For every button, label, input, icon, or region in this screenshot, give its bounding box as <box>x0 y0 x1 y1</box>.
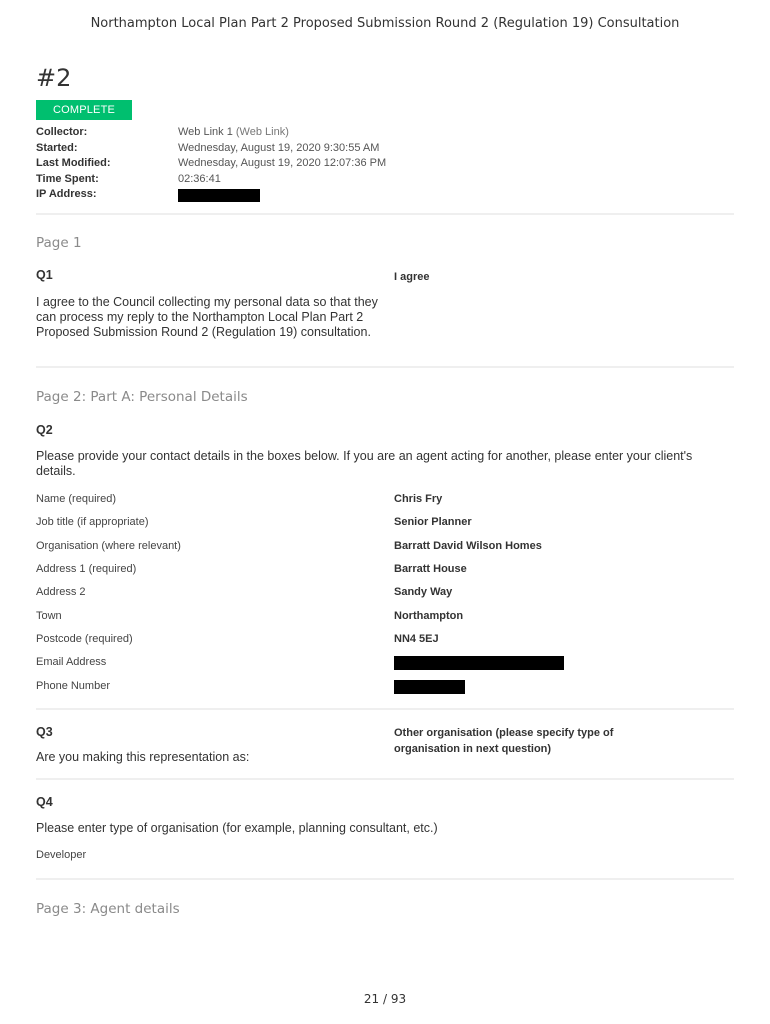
field-value: Northampton <box>394 610 464 622</box>
field-value: Barratt House <box>394 563 467 575</box>
divider <box>36 213 734 215</box>
q1-label: Q1 <box>36 268 53 282</box>
field-label: Phone Number <box>36 680 110 692</box>
field-value: Barratt David Wilson Homes <box>394 540 542 552</box>
page-2-heading: Page 2: Part A: Personal Details <box>36 389 248 405</box>
page-number: 21 / 93 <box>363 992 407 1006</box>
q3-label: Q3 <box>36 725 53 739</box>
divider <box>36 878 734 880</box>
q1-answer: I agree <box>394 271 430 283</box>
field-label: Address 2 <box>36 586 86 598</box>
ip-label: IP Address: <box>36 188 97 200</box>
field-value: NN4 5EJ <box>394 633 439 645</box>
started-label: Started: <box>36 141 78 154</box>
field-label: Job title (if appropriate) <box>36 516 149 528</box>
field-organisation <box>36 540 734 558</box>
time-spent-value: 02:36:41 <box>178 172 221 185</box>
field-value: Chris Fry <box>394 493 443 505</box>
started-value: Wednesday, August 19, 2020 9:30:55 AM <box>178 141 380 154</box>
page-3-heading: Page 3: Agent details <box>36 901 180 917</box>
q2-text: Please provide your contact details in the boxes below. If you are an agent acting for another, please enter your client's details. <box>36 449 693 478</box>
collector-name: Web Link 1 <box>178 126 233 138</box>
email-redaction <box>394 656 564 670</box>
ip-row <box>36 187 386 208</box>
ip-redaction <box>178 189 260 202</box>
response-number: #2 <box>36 64 72 92</box>
status-badge: COMPLETE <box>36 100 132 120</box>
field-phone <box>36 680 734 698</box>
modified-row <box>36 156 386 172</box>
collector-value <box>178 125 289 141</box>
document-title: Northampton Local Plan Part 2 Proposed Submission Round 2 (Regulation 19) Consultation <box>90 16 680 31</box>
time-spent-label: Time Spent: <box>36 172 99 185</box>
divider <box>36 778 734 780</box>
phone-redaction <box>394 680 465 694</box>
divider <box>36 708 734 710</box>
field-value: Sandy Way <box>394 586 453 598</box>
page-1-heading: Page 1 <box>36 235 82 251</box>
q4-text: Please enter type of organisation (for example, planning consultant, etc.) <box>36 821 438 835</box>
field-town <box>36 610 734 628</box>
field-label: Organisation (where relevant) <box>36 540 181 552</box>
q2-label: Q2 <box>36 423 53 437</box>
field-email <box>36 656 734 674</box>
collector-type: (Web Link) <box>235 126 289 138</box>
field-job-title <box>36 516 734 534</box>
field-address-2 <box>36 586 734 604</box>
started-row <box>36 141 386 157</box>
field-label: Email Address <box>36 656 107 668</box>
field-label: Name (required) <box>36 493 117 505</box>
field-value <box>394 656 564 673</box>
field-value: Senior Planner <box>394 516 472 528</box>
q3-text: Are you making this representation as: <box>36 750 250 764</box>
collector-label: Collector: <box>36 126 88 138</box>
field-label: Town <box>36 610 62 622</box>
modified-value: Wednesday, August 19, 2020 12:07:36 PM <box>178 157 387 169</box>
response-metadata <box>36 125 386 208</box>
divider <box>36 366 734 368</box>
q4-label: Q4 <box>36 795 53 809</box>
field-postcode <box>36 633 734 651</box>
field-label: Postcode (required) <box>36 633 133 645</box>
q3-answer: Other organisation (please specify type of organisation in next question) <box>394 727 614 755</box>
collector-row <box>36 125 386 141</box>
modified-label: Last Modified: <box>36 157 111 169</box>
ip-value <box>178 187 260 208</box>
field-name <box>36 493 734 511</box>
field-address-1 <box>36 563 734 581</box>
q4-answer: Developer <box>36 849 87 861</box>
field-value <box>394 680 465 697</box>
q1-text: I agree to the Council collecting my personal data so that they can process my reply to the Northampton Local Plan Part 2 Proposed Submission Round 2 (Regulation 19) consultation. <box>36 295 378 339</box>
time-spent-row <box>36 172 386 188</box>
field-label: Address 1 (required) <box>36 563 137 575</box>
